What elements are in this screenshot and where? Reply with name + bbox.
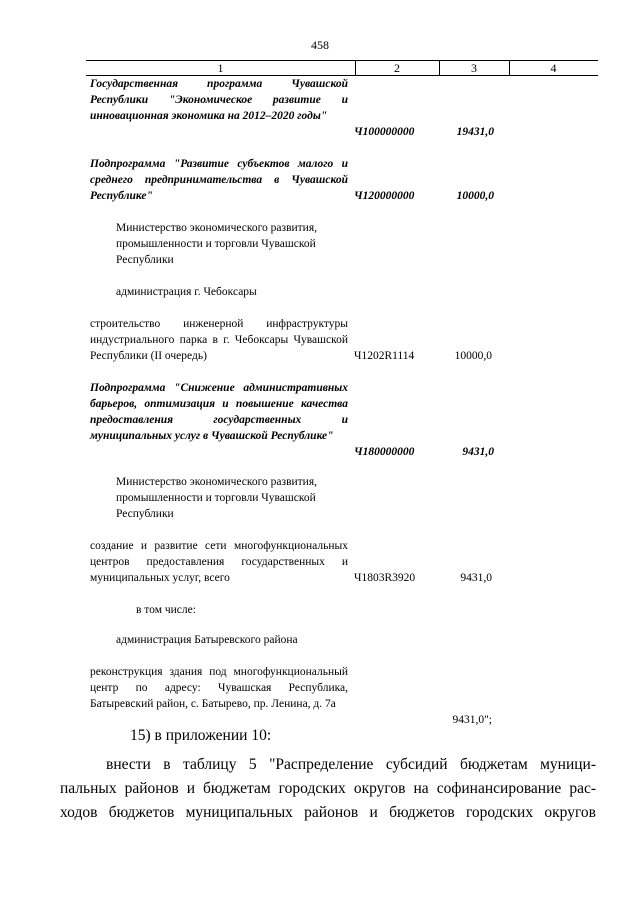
- table-row-construction-amount: 10000,0: [454, 350, 492, 362]
- table-row-ministry-name: Министерство экономического развития, промышленности и торговли Чувашской Республики: [116, 222, 317, 266]
- table-row-ministry-name: Министерство экономического развития, промышленности и торговли Чувашской Республики: [116, 476, 317, 520]
- paragraph-line-1: внести в таблицу 5 "Распределение субсидий бюджетам муници-: [106, 756, 596, 773]
- table-row-subprogram-amount: 9431,0: [462, 446, 494, 458]
- paragraph-line-3: ходов бюджетов муниципальных районов и бюджетов городских округов: [60, 804, 596, 821]
- table-row-program-code: Ч100000000: [354, 126, 415, 138]
- table-row-including-label: в том числе:: [136, 604, 196, 616]
- table-row-construction-code: Ч1202R1114: [354, 350, 415, 362]
- paragraph-line-2: пальных районов и бюджетам городских округов на софинансирование рас-: [60, 780, 596, 797]
- table-row-subprogram-name: Подпрограмма "Снижение административных барьеров, оптимизация и повышение качества предоставления государственных и муниципальных услуг в Чувашской Республике": [90, 382, 348, 442]
- column-header-4: 4: [550, 61, 557, 75]
- table-row-mfc-network-name: создание и развитие сети многофункциональных центров предоставления государственных и муниципальных услуг, всего: [90, 540, 348, 584]
- table-row-program-name: Государственная программа Чувашской Республики "Экономическое развитие и инновационная экономика на 2012–2020 годы": [90, 78, 348, 122]
- page-number: 458: [311, 38, 329, 52]
- column-header-1: 1: [217, 61, 224, 75]
- table-header: [86, 60, 598, 76]
- table-row-administration-name: администрация г. Чебоксары: [116, 286, 257, 298]
- table-row-subprogram-amount: 10000,0: [456, 190, 494, 202]
- column-header-3: 3: [471, 61, 477, 75]
- column-header-2: 2: [394, 61, 400, 75]
- table-row-program-amount: 19431,0: [456, 126, 494, 138]
- table-row-reconstruction-name: реконструкция здания под многофункциональный центр по адресу: Чувашская Республика, Батыревский район, с. Батырево, пр. Ленина, д. 7а: [90, 666, 348, 710]
- table-row-construction-name: строительство инженерной инфраструктуры индустриального парка в г. Чебоксары Чувашской Республики (II очередь): [90, 318, 348, 362]
- table-row-subprogram-code: Ч120000000: [354, 190, 415, 202]
- table-row-district-administration-name: администрация Батыревского района: [116, 634, 298, 646]
- paragraph-item-15: 15) в приложении 10:: [130, 727, 272, 744]
- table-row-mfc-network-code: Ч1803R3920: [354, 572, 416, 584]
- table-row-mfc-network-amount: 9431,0: [460, 572, 492, 584]
- table-row-subprogram-code: Ч180000000: [354, 446, 415, 458]
- table-row-subprogram-name: Подпрограмма "Развитие субъектов малого и среднего предпринимательства в Чувашской Республике": [90, 158, 348, 202]
- table-row-reconstruction-amount: 9431,0";: [452, 714, 492, 726]
